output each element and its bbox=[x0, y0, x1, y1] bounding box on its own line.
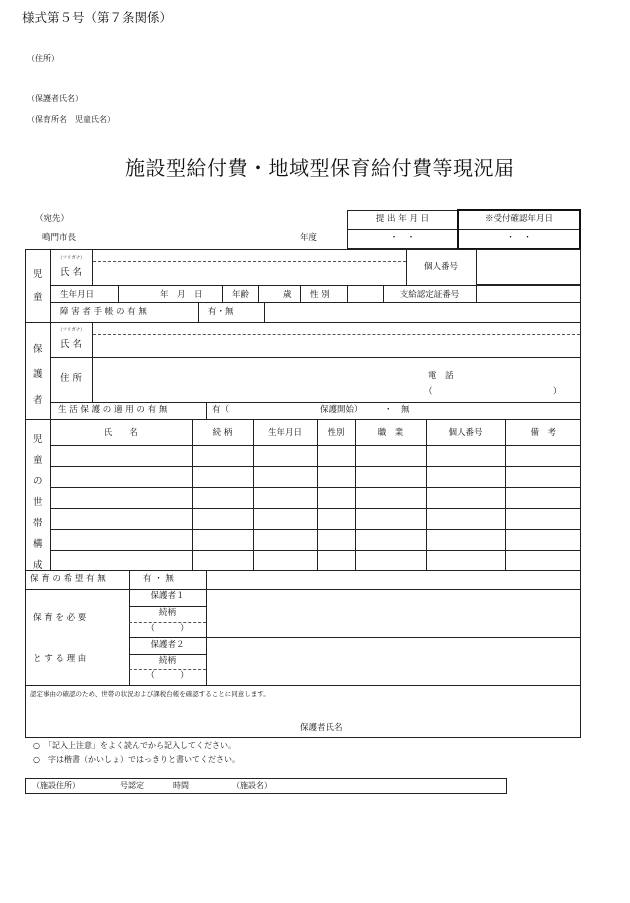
household-cell[interactable] bbox=[426, 445, 505, 466]
facility-address-label: （施設住所） bbox=[32, 781, 80, 790]
guardian-phone-field[interactable] bbox=[434, 386, 550, 399]
child-furigana-label: （フリガナ） bbox=[58, 256, 85, 261]
household-cell[interactable] bbox=[192, 466, 253, 487]
household-cell[interactable] bbox=[50, 529, 192, 550]
child-handbook-value[interactable]: 有・無 bbox=[208, 307, 234, 317]
guardian-phone-paren-close: ） bbox=[553, 387, 562, 397]
care-guardian1-label: 保護者１ bbox=[150, 591, 185, 601]
household-cell[interactable] bbox=[50, 508, 192, 529]
facility-hours-label: 時間 bbox=[173, 781, 189, 790]
household-cell[interactable] bbox=[253, 466, 317, 487]
child-age-unit[interactable]: 歳 bbox=[283, 290, 292, 300]
form-number: 様式第５号（第７条関係） bbox=[22, 10, 173, 25]
household-cell[interactable] bbox=[192, 487, 253, 508]
household-cell[interactable] bbox=[426, 466, 505, 487]
consent-signature-field[interactable] bbox=[355, 716, 575, 734]
household-header-row bbox=[50, 419, 581, 445]
household-cell[interactable] bbox=[505, 529, 581, 550]
household-cell[interactable] bbox=[50, 487, 192, 508]
care-guardian2-reason-field[interactable] bbox=[207, 638, 580, 684]
child-section-label-2: 童 bbox=[33, 292, 43, 303]
consent-signature-label: 保護者氏名 bbox=[300, 723, 343, 733]
reception-date-label: ※受付確認年月日 bbox=[484, 214, 553, 224]
household-row[interactable] bbox=[50, 445, 581, 466]
household-cell[interactable] bbox=[505, 445, 581, 466]
household-cell[interactable] bbox=[317, 550, 355, 570]
guardian-phone-paren-open: （ bbox=[424, 387, 433, 397]
household-row[interactable] bbox=[50, 466, 581, 487]
household-header-remarks: 備 考 bbox=[505, 419, 581, 445]
household-row[interactable] bbox=[50, 487, 581, 508]
care-reason-label-1: 保 育 を 必 要 bbox=[33, 613, 87, 623]
household-cell[interactable] bbox=[426, 550, 505, 570]
care-guardian2-relation-value[interactable]: （ ） bbox=[146, 671, 189, 681]
child-personal-number-label: 個人番号 bbox=[423, 262, 458, 272]
guardian-welfare-value-open[interactable]: 有（ bbox=[212, 405, 230, 415]
guardian-welfare-start: 保護開始） bbox=[320, 405, 363, 415]
household-row[interactable] bbox=[50, 529, 581, 550]
mayor-label: 鳴門市長 bbox=[42, 233, 77, 243]
guardian-name-label: （保護者氏名） bbox=[27, 94, 83, 103]
child-personal-number-field[interactable] bbox=[476, 249, 581, 285]
guardian-name-label: 氏 名 bbox=[60, 339, 83, 350]
household-section-label-2: 童 bbox=[33, 455, 43, 466]
household-cell[interactable] bbox=[426, 508, 505, 529]
school-child-label: （保育所名 児童氏名） bbox=[27, 115, 115, 124]
consent-text: 認定事由の確認のため、世帯の状況および課税台帳を確認することに同意します。 bbox=[30, 690, 270, 698]
household-cell[interactable] bbox=[317, 445, 355, 466]
guardian-phone-label: 電 話 bbox=[428, 371, 454, 381]
household-cell[interactable] bbox=[355, 529, 426, 550]
child-birthdate-label: 生年月日 bbox=[60, 290, 95, 300]
household-cell[interactable] bbox=[50, 445, 192, 466]
household-cell[interactable] bbox=[317, 529, 355, 550]
household-cell[interactable] bbox=[505, 508, 581, 529]
household-row[interactable] bbox=[50, 550, 581, 570]
facility-name-label: （施設名） bbox=[232, 781, 272, 790]
household-section-label-3: の bbox=[33, 476, 43, 487]
address-label: （住所） bbox=[27, 54, 59, 63]
household-cell[interactable] bbox=[426, 487, 505, 508]
household-section-label-1: 児 bbox=[33, 434, 43, 445]
household-cell[interactable] bbox=[253, 550, 317, 570]
care-wish-label: 保 育 の 希 望 有 無 bbox=[30, 574, 106, 584]
household-cell[interactable] bbox=[317, 466, 355, 487]
care-guardian1-reason-field[interactable] bbox=[207, 590, 580, 637]
household-cell[interactable] bbox=[50, 550, 192, 570]
note-1: ○ 「記入上注意」をよく読んでから記入してください。 bbox=[33, 741, 236, 750]
household-cell[interactable] bbox=[355, 445, 426, 466]
note-2: ○ 字は楷書（かいしょ）ではっきりと書いてください。 bbox=[33, 755, 240, 764]
guardian-address-field[interactable] bbox=[93, 358, 403, 401]
guardian-name-field[interactable] bbox=[93, 323, 580, 357]
guardian-section-label-3: 者 bbox=[33, 395, 43, 406]
household-cell[interactable] bbox=[192, 445, 253, 466]
household-section-label-5: 帯 bbox=[33, 518, 43, 529]
guardian-address-label: 住 所 bbox=[60, 373, 83, 384]
household-cell[interactable] bbox=[192, 550, 253, 570]
household-row[interactable] bbox=[50, 508, 581, 529]
household-header-relation: 続 柄 bbox=[192, 419, 253, 445]
household-table bbox=[50, 419, 581, 570]
household-cell[interactable] bbox=[192, 529, 253, 550]
household-header-personal-number: 個人番号 bbox=[426, 419, 505, 445]
child-certificate-field[interactable] bbox=[477, 286, 580, 301]
household-cell[interactable] bbox=[253, 487, 317, 508]
submission-date-label: 提 出 年 月 日 bbox=[375, 214, 430, 224]
care-guardian2-relation: 続柄 bbox=[158, 656, 176, 666]
household-cell[interactable] bbox=[50, 466, 192, 487]
reception-date-value: ・ ・ bbox=[506, 233, 532, 243]
household-cell[interactable] bbox=[355, 550, 426, 570]
guardian-welfare-none[interactable]: ・ 無 bbox=[384, 405, 410, 415]
care-guardian2-label: 保護者２ bbox=[150, 640, 185, 650]
care-guardian1-relation-value[interactable]: （ ） bbox=[146, 624, 189, 634]
child-name-label: 氏 名 bbox=[60, 267, 83, 278]
child-name-field[interactable] bbox=[93, 250, 406, 284]
child-birthdate-value[interactable]: 年 月 日 bbox=[160, 290, 203, 300]
guardian-section-label-2: 護 bbox=[33, 369, 43, 380]
fiscal-year-label: 年度 bbox=[300, 233, 318, 243]
household-header-gender: 性別 bbox=[317, 419, 355, 445]
household-cell[interactable] bbox=[317, 508, 355, 529]
facility-certification-label: 号認定 bbox=[120, 781, 144, 790]
care-wish-value[interactable]: 有 ・ 無 bbox=[143, 574, 174, 584]
household-section-label-6: 構 bbox=[33, 539, 43, 550]
page-title: 施設型給付費・地域型保育給付費等現況届 bbox=[125, 156, 515, 180]
guardian-welfare-label: 生 活 保 護 の 適 用 の 有 無 bbox=[58, 405, 168, 415]
submission-date-value: ・ ・ bbox=[389, 233, 416, 243]
household-cell[interactable] bbox=[505, 487, 581, 508]
household-cell[interactable] bbox=[355, 466, 426, 487]
household-header-name: 氏 名 bbox=[50, 419, 192, 445]
child-certificate-label: 支給認定証番号 bbox=[399, 290, 460, 300]
child-handbook-label: 障 害 者 手 帳 の 有 無 bbox=[60, 307, 147, 317]
household-section-label-4: 世 bbox=[33, 497, 43, 508]
care-guardian1-relation: 続柄 bbox=[158, 608, 176, 618]
guardian-furigana-label: （フリガナ） bbox=[58, 328, 85, 333]
addressee-label: （宛先） bbox=[35, 214, 70, 224]
care-reason-label-2: と す る 理 由 bbox=[33, 654, 87, 664]
household-cell[interactable] bbox=[505, 550, 581, 570]
child-gender-label: 性 別 bbox=[310, 290, 330, 300]
child-section-label-1: 児 bbox=[33, 269, 43, 280]
household-cell[interactable] bbox=[253, 445, 317, 466]
household-header-occupation: 職 業 bbox=[355, 419, 426, 445]
household-cell[interactable] bbox=[505, 466, 581, 487]
guardian-section-label-1: 保 bbox=[33, 344, 43, 355]
household-cell[interactable] bbox=[192, 508, 253, 529]
household-cell[interactable] bbox=[317, 487, 355, 508]
household-section-label-7: 成 bbox=[33, 560, 43, 571]
household-cell[interactable] bbox=[355, 508, 426, 529]
household-header-birthdate: 生年月日 bbox=[253, 419, 317, 445]
household-cell[interactable] bbox=[253, 529, 317, 550]
household-cell[interactable] bbox=[355, 487, 426, 508]
household-cell[interactable] bbox=[426, 529, 505, 550]
household-cell[interactable] bbox=[253, 508, 317, 529]
child-age-label: 年齢 bbox=[232, 290, 250, 300]
